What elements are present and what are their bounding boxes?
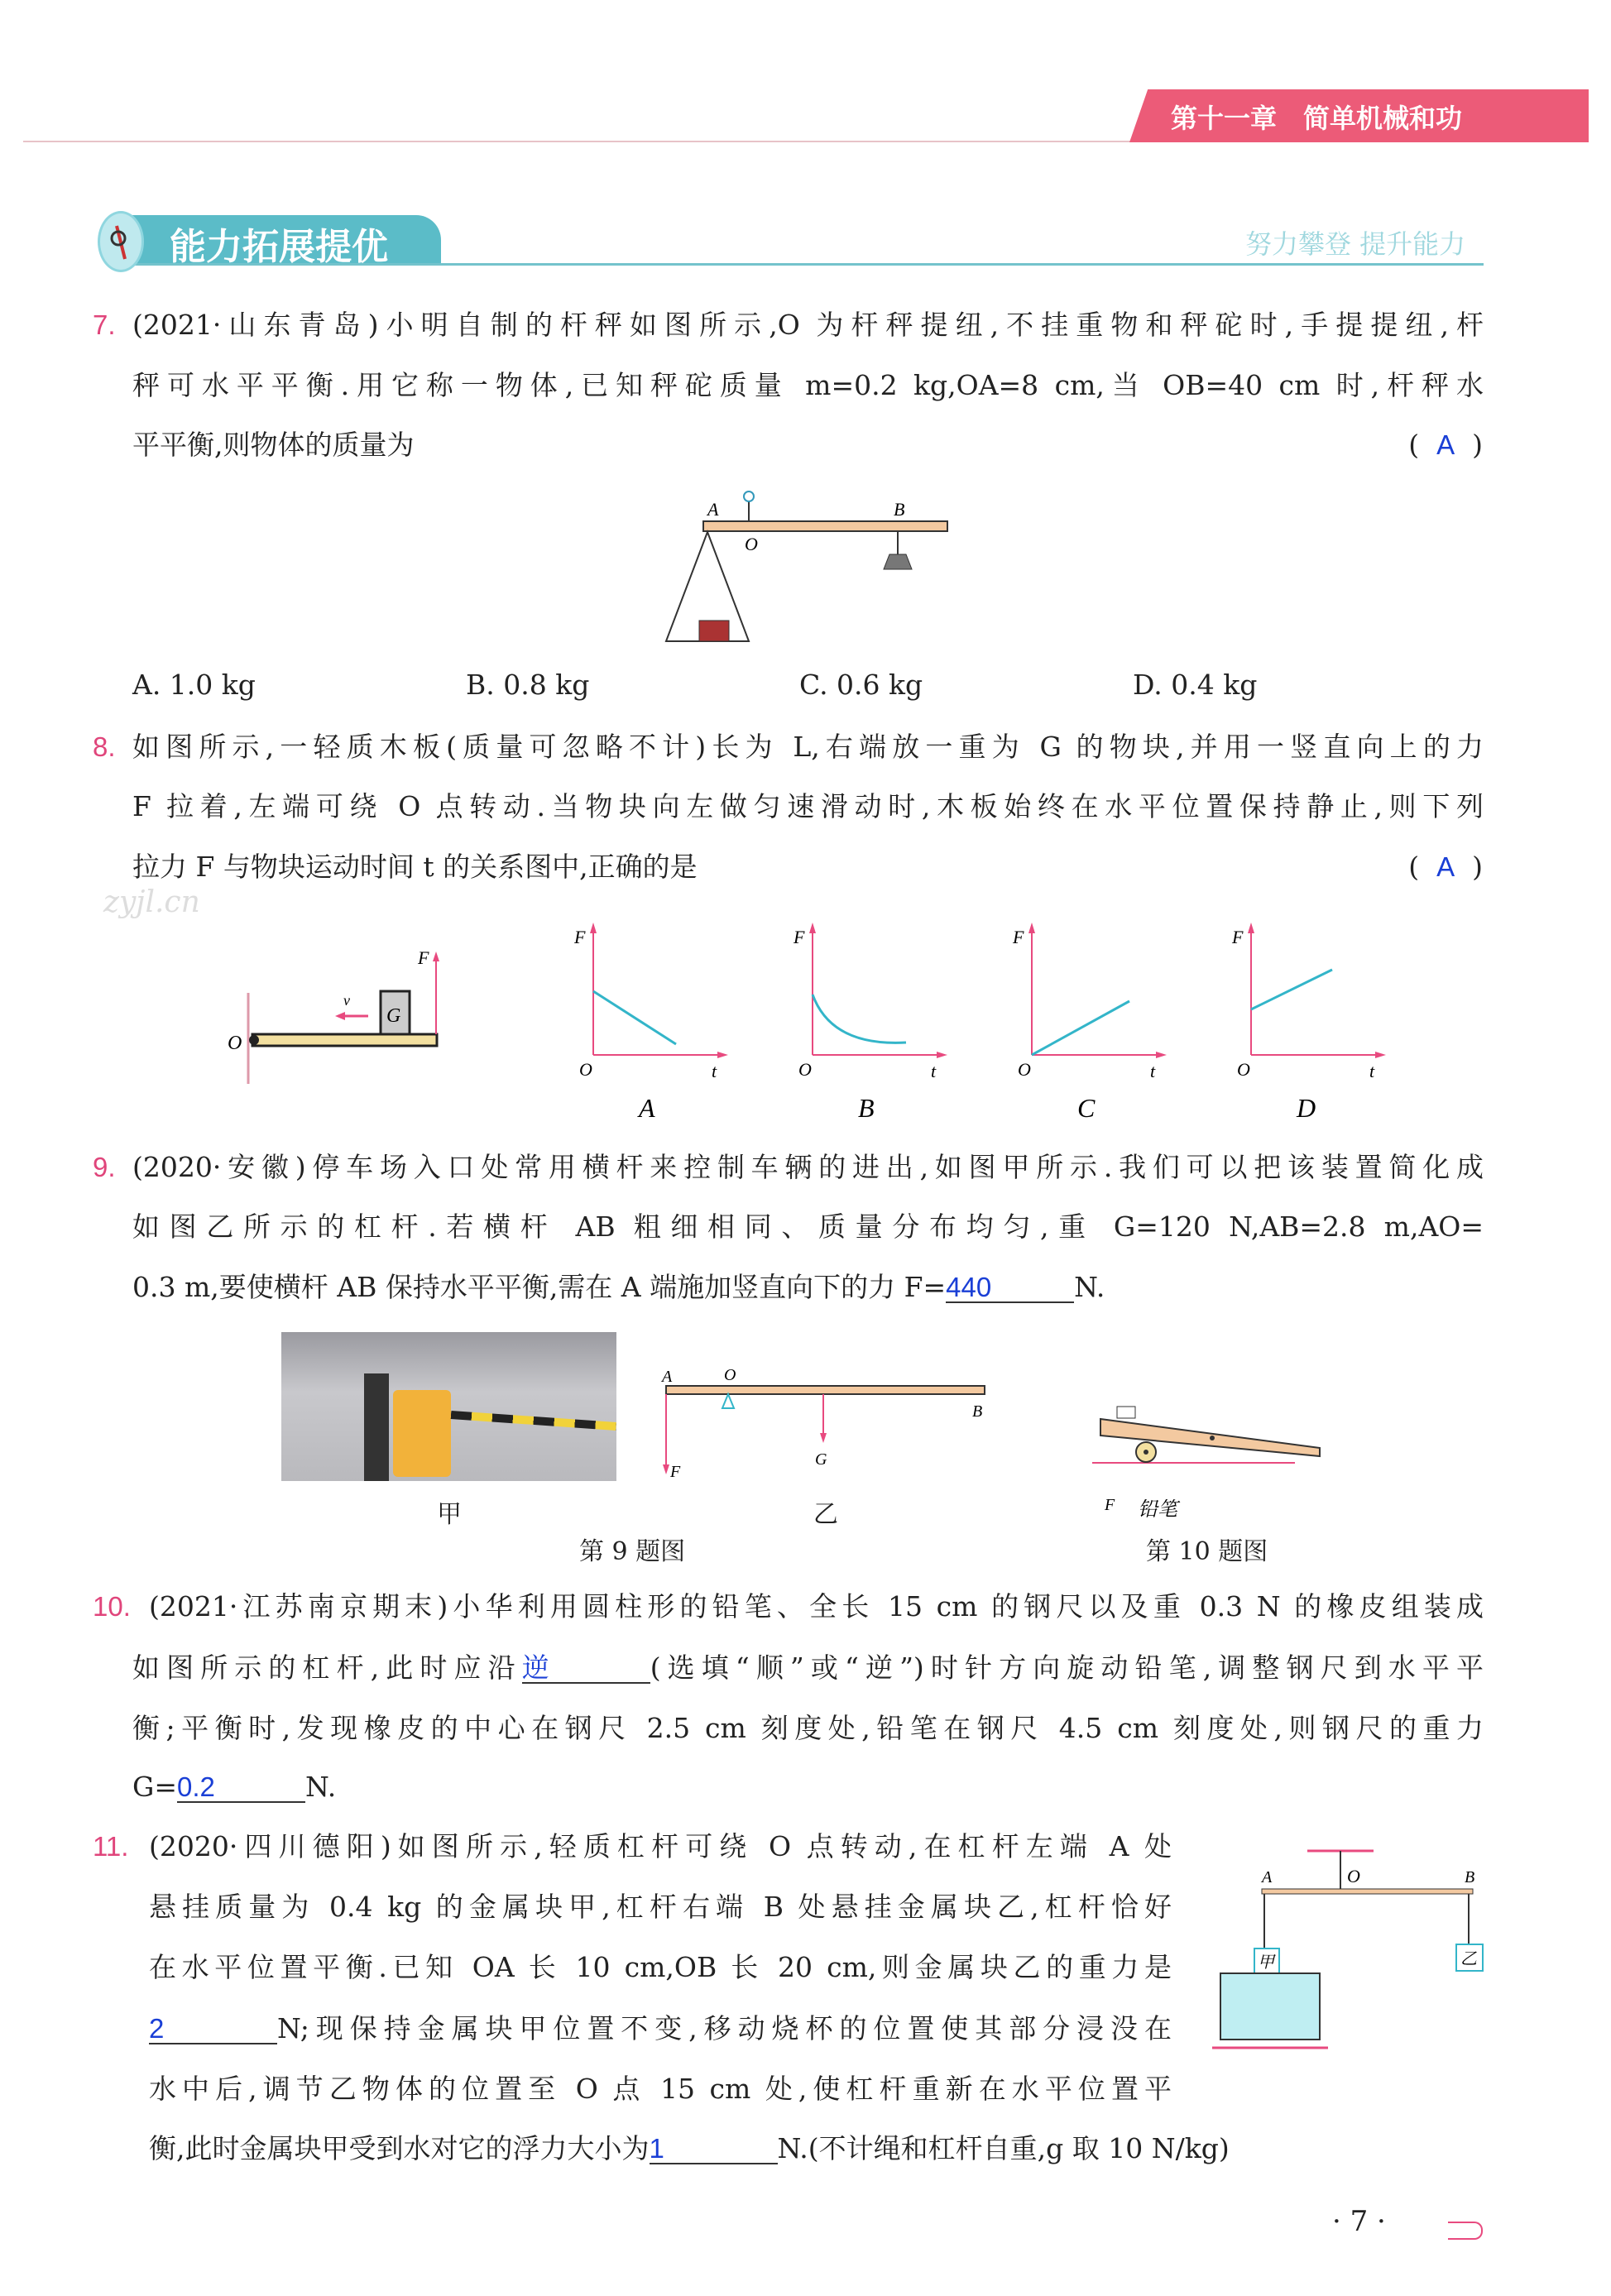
svg-text:v: v xyxy=(343,992,350,1009)
q11-answer-blank-1[interactable]: 2 xyxy=(149,2015,277,2044)
q9-fig-yi-label: 乙 xyxy=(813,1500,838,1529)
svg-text:A: A xyxy=(1262,1868,1273,1886)
q8-line-2: F 拉着,左端可绕 O 点转动.当物块向左做匀速滑动时,木板始终在水平位置保持静止,则下列 xyxy=(132,790,1484,822)
page-tab-icon xyxy=(1448,2222,1483,2240)
page-number: · 7 · xyxy=(1332,2205,1386,2238)
q8-board-figure xyxy=(211,943,451,1092)
steelyard-beam xyxy=(703,521,947,531)
svg-text:铅笔: 铅笔 xyxy=(1138,1499,1177,1521)
svg-text:F: F xyxy=(1232,927,1244,947)
q9-lever-figure xyxy=(658,1357,997,1481)
q11-line-6: 衡,此时金属块甲受到水对它的浮力大小为1 N.(不计绳和杠杆自重,g 取 10 N/kg) xyxy=(149,2132,1230,2164)
graph-a-line xyxy=(593,991,676,1044)
svg-text:甲: 甲 xyxy=(1258,1953,1274,1972)
q9-line-1: (2020·安徽)停车场入口处常用横杆来控制车辆的进出,如图甲所示.我们可以把该装置简化成 xyxy=(132,1151,1484,1183)
q7-answer: A xyxy=(1436,429,1455,460)
svg-text:t: t xyxy=(1369,1061,1375,1081)
svg-text:O: O xyxy=(724,1366,736,1384)
q7-line-3: 平平衡,则物体的质量为 xyxy=(132,429,415,461)
q7-answer-paren: ( A ) xyxy=(1408,429,1483,461)
q11-line-5: 水中后,调节乙物体的位置至 O 点 15 cm 处,使杠杆重新在水平位置平 xyxy=(149,2073,1172,2105)
svg-text:O: O xyxy=(798,1059,812,1080)
q7-option-d[interactable]: D. 0.4 kg xyxy=(1133,669,1258,701)
q10-line-4: G=0.2 N. xyxy=(132,1771,337,1803)
svg-text:D: D xyxy=(1297,1093,1316,1123)
svg-text:B: B xyxy=(858,1093,875,1123)
q10-answer-blank-2[interactable]: 0.2 xyxy=(177,1773,305,1803)
q7-option-a[interactable]: A. 1.0 kg xyxy=(132,669,256,701)
q7-line-1: (2021·山东青岛)小明自制的杆秤如图所示,O 为杆秤提纽,不挂重物和秤砣时,手提提纽,杆 xyxy=(132,309,1484,341)
q9-line-3: 0.3 m,要使横杆 AB 保持水平平衡,需在 A 端施加竖直向下的力 F=440 N. xyxy=(132,1271,1105,1303)
q11-line-2: 悬挂质量为 0.4 kg 的金属块甲,杠杆右端 B 处悬挂金属块乙,杠杆恰好 xyxy=(149,1891,1172,1923)
q11-lever-figure xyxy=(1208,1841,1494,2064)
q10-answer-blank-1[interactable]: 逆 xyxy=(522,1654,650,1684)
graph-d-line xyxy=(1251,970,1332,1009)
watermark: zyjl.cn xyxy=(103,885,200,919)
q7-number: 7. xyxy=(93,309,116,340)
crossbar-ab xyxy=(666,1386,985,1394)
svg-text:O: O xyxy=(579,1059,592,1080)
svg-text:G: G xyxy=(386,1005,401,1027)
q10-line-1: (2021·江苏南京期末)小华利用圆柱形的铅笔、全长 15 cm 的钢尺以及重 0.3 N 的橡皮组装成 xyxy=(149,1590,1484,1623)
q11-line-1: (2020·四川德阳)如图所示,轻质杠杆可绕 O 点转动,在杠杆左端 A 处 xyxy=(149,1830,1172,1862)
svg-text:乙: 乙 xyxy=(1460,1950,1477,1968)
fulcrum xyxy=(722,1394,734,1408)
svg-text:C: C xyxy=(1077,1093,1096,1123)
q11-answer-blank-2[interactable]: 1 xyxy=(650,2135,778,2164)
q9-photo-barrier xyxy=(281,1332,616,1481)
svg-text:F: F xyxy=(574,927,586,947)
svg-text:O: O xyxy=(1018,1059,1031,1080)
svg-text:t: t xyxy=(1150,1061,1156,1081)
q10-line-2: 如图所示的杠杆,此时应沿逆 (选填“顺”或“逆”)时针方向旋动铅笔,调整钢尺到水平平 xyxy=(132,1651,1484,1684)
q8-line-1: 如图所示,一轻质木板(质量可忽略不计)长为 L,右端放一重为 G 的物块,并用一竖直向上的力 xyxy=(132,731,1484,763)
svg-text:F: F xyxy=(670,1463,681,1481)
svg-text:F: F xyxy=(1013,927,1024,947)
section-slogan: 努力攀登 提升能力 xyxy=(1245,228,1466,260)
q10-ruler-figure xyxy=(1088,1398,1336,1522)
graph-d xyxy=(1231,923,1386,1123)
board xyxy=(252,1034,437,1046)
q10-line-3: 衡;平衡时,发现橡皮的中心在钢尺 2.5 cm 刻度处,铅笔在钢尺 4.5 cm 刻度处,则钢尺的重力 xyxy=(132,1712,1484,1744)
q9-number: 9. xyxy=(93,1152,116,1182)
q7-steelyard-figure xyxy=(662,484,960,649)
q9-line-2: 如图乙所示的杠杆.若横杆 AB 粗细相同、质量分布均匀,重 G=120 N,AB=2.8 m,AO= xyxy=(132,1210,1484,1243)
q9-answer-blank[interactable]: 440 xyxy=(946,1273,1074,1303)
q7-line-2: 秤可水平平衡.用它称一物体,已知秤砣质量 m=0.2 kg,OA=8 cm,当 OB=40 cm 时,杆秤水 xyxy=(132,369,1484,401)
q7-option-b[interactable]: B. 0.8 kg xyxy=(466,669,590,701)
q11-line-4: 2 N;现保持金属块甲位置不变,移动烧杯的位置使其部分浸没在 xyxy=(149,2012,1172,2044)
q11-line-3: 在水平位置平衡.已知 OA 长 10 cm,OB 长 20 cm,则金属块乙的重力是 xyxy=(149,1951,1172,1983)
svg-text:A: A xyxy=(662,1368,673,1386)
svg-text:O: O xyxy=(745,534,758,554)
svg-text:t: t xyxy=(931,1061,937,1081)
counterweight xyxy=(884,554,912,569)
svg-text:B: B xyxy=(972,1402,983,1421)
q8-answer: A xyxy=(1436,851,1455,882)
svg-text:F: F xyxy=(794,927,805,947)
q10-number: 10. xyxy=(93,1591,131,1622)
graph-c-line xyxy=(1032,1001,1129,1055)
svg-text:O: O xyxy=(1237,1059,1250,1080)
svg-text:t: t xyxy=(712,1061,717,1081)
svg-text:A: A xyxy=(707,499,719,520)
svg-text:G: G xyxy=(815,1450,827,1469)
q7-options xyxy=(132,669,1374,701)
svg-text:B: B xyxy=(894,499,905,520)
graph-c xyxy=(1012,923,1167,1123)
lever xyxy=(1262,1889,1473,1894)
q8-graphs xyxy=(563,918,1407,1125)
svg-text:F: F xyxy=(418,947,429,968)
q7-option-c[interactable]: C. 0.6 kg xyxy=(799,669,923,701)
chapter-title: 第十一章 简单机械和功 xyxy=(1171,103,1463,134)
graph-b xyxy=(793,923,947,1123)
beaker-water xyxy=(1220,1973,1320,2040)
svg-text:O: O xyxy=(1347,1866,1360,1886)
svg-text:F: F xyxy=(1105,1496,1115,1514)
q9-fig-jia-label: 甲 xyxy=(437,1500,462,1529)
svg-text:A: A xyxy=(639,1093,655,1123)
graph-b-curve xyxy=(813,995,906,1043)
lift-knob xyxy=(744,491,754,501)
section-title: 能力拓展提优 xyxy=(170,226,388,268)
svg-text:O: O xyxy=(228,1033,242,1054)
q11-number: 11. xyxy=(93,1831,129,1862)
q9-caption: 第 9 题图 xyxy=(579,1537,686,1566)
pivot xyxy=(249,1035,259,1045)
q8-answer-paren: ( A ) xyxy=(1408,851,1483,883)
graph-a xyxy=(573,923,728,1123)
section-icon xyxy=(98,211,144,272)
object-block xyxy=(699,621,729,641)
header-rule xyxy=(23,141,1132,142)
q10-caption: 第 10 题图 xyxy=(1146,1537,1268,1566)
eraser xyxy=(1117,1407,1135,1418)
q8-number: 8. xyxy=(93,731,116,762)
q8-line-3: 拉力 F 与物块运动时间 t 的关系图中,正确的是 xyxy=(132,851,698,883)
svg-text:B: B xyxy=(1465,1868,1475,1886)
